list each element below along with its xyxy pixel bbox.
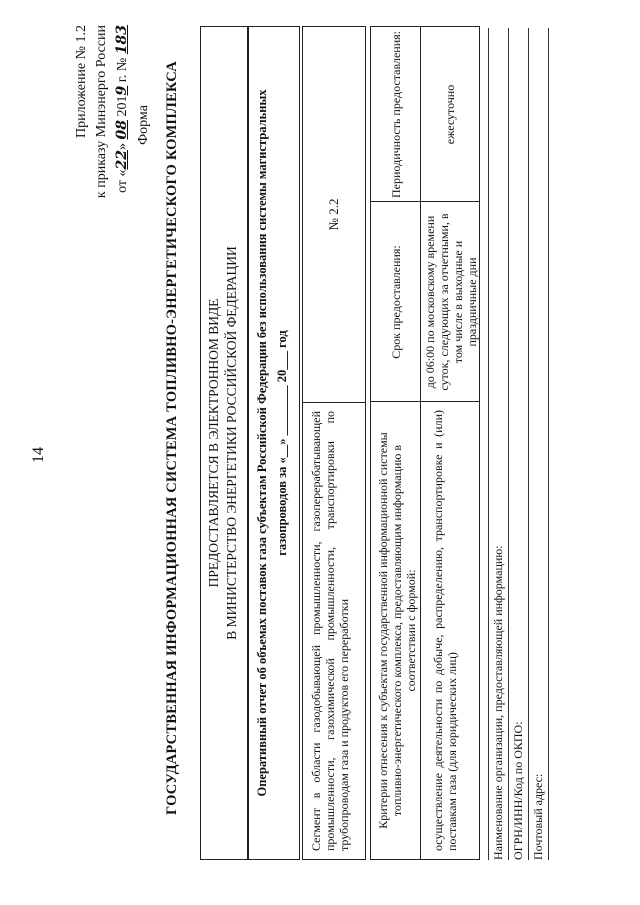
segment-table — [302, 26, 366, 860]
periodicity-value: ежесуточно — [443, 84, 457, 145]
periodicity-header: Периодичность предоставления: — [389, 31, 403, 198]
organization-name-field[interactable]: Наименование организации, предоставляющей информацию: — [488, 28, 509, 860]
handwritten-year-digit: 9 — [114, 85, 130, 96]
report-title-line-1: Оперативный отчет об объемах поставок газа субъектам Российской Федерации без использования системы магистральных — [255, 89, 269, 797]
postal-address-field[interactable]: Почтовый адрес: — [529, 28, 549, 860]
segment-code: № 2.2 — [326, 198, 341, 231]
organization-info-fields — [488, 28, 549, 860]
submission-box — [200, 26, 248, 860]
page-number: 14 — [30, 447, 47, 463]
deadline-header: Срок предоставления: — [389, 245, 403, 359]
handwritten-day: 22 — [114, 150, 130, 170]
criteria-table — [370, 26, 480, 860]
appendix-title: Приложение № 1.2 — [74, 25, 89, 138]
report-title-box — [248, 26, 300, 860]
system-title: ГОСУДАРСТВЕННАЯ ИНФОРМАЦИОННАЯ СИСТЕМА ТОПЛИВНО-ЭНЕРГЕТИЧЕСКОГО КОМПЛЕКСА — [164, 61, 180, 815]
criteria-header: Критерии отнесения к субъектам государственной информационной системы топливно-энергетического комплекса, предоставляющим информацию в соответствии с формой: — [376, 432, 418, 829]
segment-description: Сегмент в области газодобывающей промышленности, газоперерабатывающей промышленности, газохимической промышленности, транспортировки по трубопроводам газа и продуктов его переработки — [303, 402, 365, 859]
submission-line-1: ПРЕДОСТАВЛЯЕТСЯ В ЭЛЕКТРОННОМ ВИДЕ — [206, 298, 221, 588]
form-label: Форма — [136, 105, 151, 145]
appendix-order-ref: к приказу Минэнерго России — [94, 25, 109, 199]
deadline-value: до 06:00 по московскому времени суток, следующих за отчетными, в том числе в выходные и праздничные дни — [423, 213, 479, 391]
appendix-order-date: от «22» 08 2019 г. № 183 — [114, 25, 130, 193]
appendix-reference — [72, 25, 133, 305]
handwritten-month: 08 — [114, 120, 130, 140]
report-title-line-2: газопроводов за «__» ________ 20___ год — [275, 330, 289, 556]
table-divider — [420, 27, 421, 859]
criteria-value: осуществление деятельности по добыче, распределению, транспортировке и (или) поставкам газа (для юридических лиц) — [431, 410, 459, 851]
submission-line-2: В МИНИСТЕРСТВО ЭНЕРГЕТИКИ РОССИЙСКОЙ ФЕДЕРАЦИИ — [224, 246, 239, 640]
ogrn-inn-okpo-field[interactable]: ОГРН/ИНН/Код по ОКПО: — [509, 28, 529, 860]
handwritten-order-number: 183 — [114, 25, 130, 55]
